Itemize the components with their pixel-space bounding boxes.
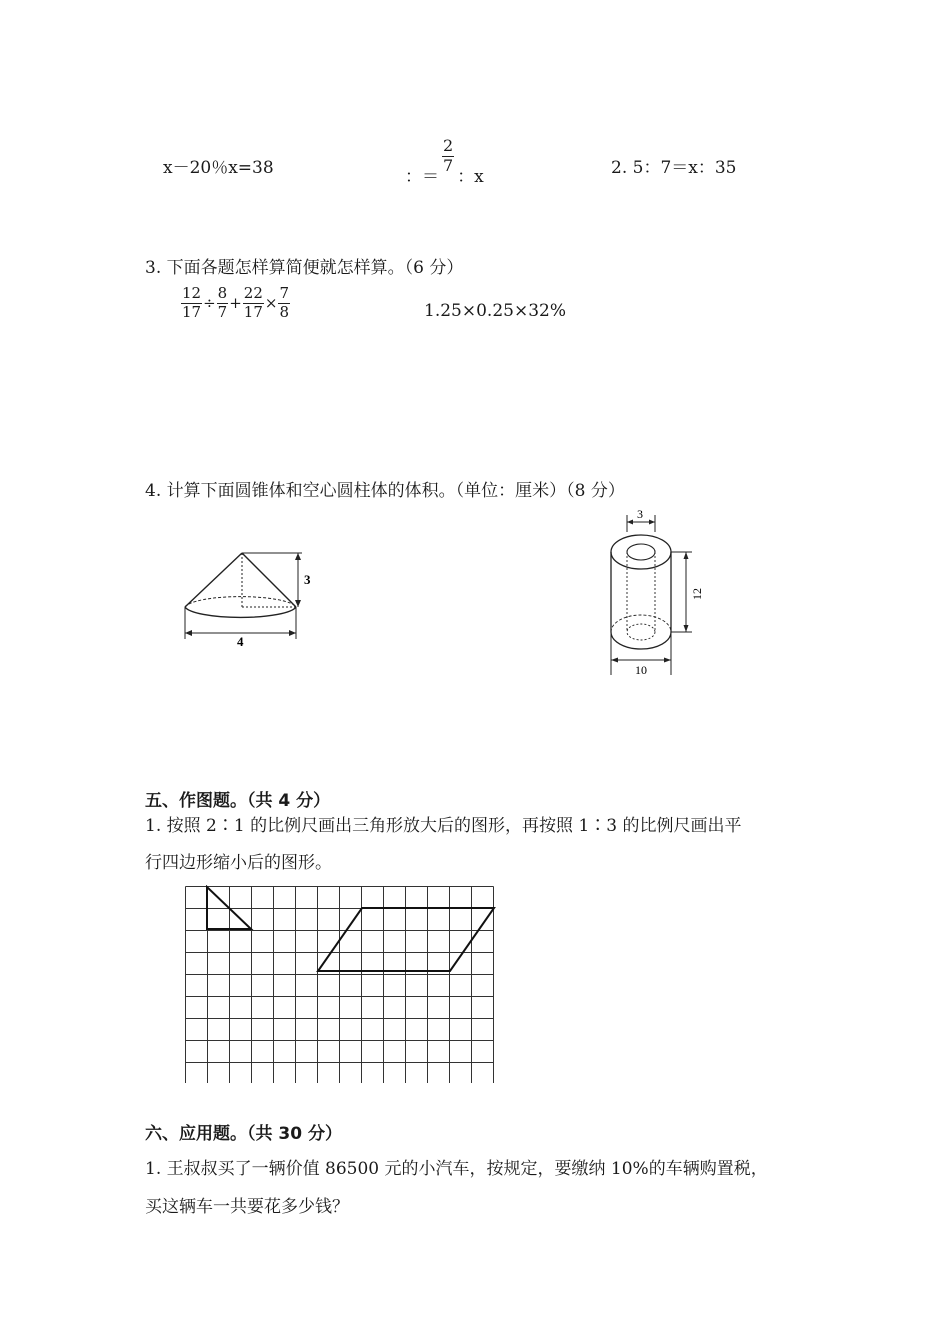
fraction xyxy=(217,286,229,321)
equation-1: x－20％x=38 xyxy=(163,158,274,178)
q4-title: 4. 计算下面圆锥体和空心圆柱体的体积。（单位：厘米）（8 分） xyxy=(145,481,625,501)
section-6-q1-line-1: 1. 王叔叔买了一辆价值 86500 元的小汽车，按规定，要缴纳 10%的车辆购置税， xyxy=(145,1159,768,1179)
hollow-cylinder-figure xyxy=(600,505,720,680)
fraction-denominator: 7 xyxy=(443,156,454,175)
outer-diameter-label: 10 xyxy=(635,663,647,677)
equation-2-prefix: ：＝ xyxy=(405,167,439,187)
fraction-denominator: 7 xyxy=(217,302,228,321)
grid-lines xyxy=(186,887,494,1084)
fraction-numerator: 2 xyxy=(443,136,454,156)
section-6-heading: 六、应用题。（共 30 分） xyxy=(145,1124,342,1144)
q3-expression-1 xyxy=(181,286,290,321)
inner-diameter-label: 3 xyxy=(637,507,643,521)
operator: × xyxy=(264,294,278,313)
fraction-denominator: 8 xyxy=(279,302,290,321)
fraction xyxy=(181,286,202,321)
equation-2 xyxy=(405,126,484,187)
cone-diameter-label: 4 xyxy=(237,634,244,649)
fraction-numerator: 8 xyxy=(217,284,228,302)
cylinder-height-label: 12 xyxy=(690,588,704,600)
equation-3: 2. 5：7＝x：35 xyxy=(611,158,737,178)
fraction-denominator: 17 xyxy=(182,302,202,321)
section-5-q1-line-2: 行四边形缩小后的图形。 xyxy=(145,853,332,873)
fraction xyxy=(243,286,264,321)
q3-expression-2: 1.25×0.25×32% xyxy=(424,301,566,321)
drawing-grid xyxy=(184,885,498,1083)
equation-2-fraction xyxy=(442,138,454,175)
fraction-numerator: 12 xyxy=(182,284,202,302)
operator: ÷ xyxy=(203,294,216,313)
section-5-q1-line-1: 1. 按照 2∶1 的比例尺画出三角形放大后的图形，再按照 1∶3 的比例尺画出平 xyxy=(145,816,742,836)
cone-height-label: 3 xyxy=(304,572,311,587)
equation-2-suffix: ：x xyxy=(457,167,484,187)
fraction-numerator: 22 xyxy=(243,284,263,302)
q3-title: 3. 下面各题怎样算简便就怎样算。（6 分） xyxy=(145,258,464,278)
fraction xyxy=(278,286,290,321)
operator: + xyxy=(229,294,242,313)
fraction-numerator: 7 xyxy=(279,284,290,302)
cone-figure xyxy=(175,545,335,655)
section-6-q1-line-2: 买这辆车一共要花多少钱？ xyxy=(145,1197,349,1217)
section-5-heading: 五、作图题。（共 4 分） xyxy=(145,791,331,811)
fraction-denominator: 17 xyxy=(243,302,263,321)
